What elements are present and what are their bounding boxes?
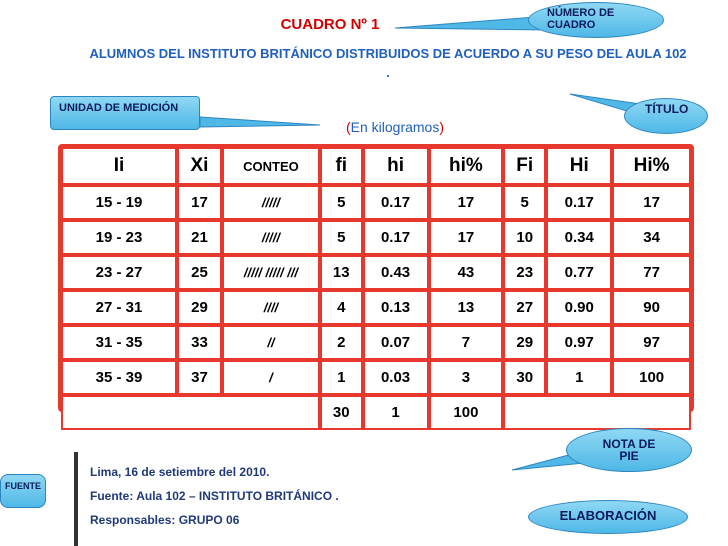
table-number-title: CUADRO Nº 1 xyxy=(280,16,380,33)
cell-interval: 23 - 27 xyxy=(61,255,177,290)
totals-empty-cell-right xyxy=(503,395,691,430)
cell-class-mark: 17 xyxy=(177,185,222,220)
cell-hi-percent: 7 xyxy=(429,325,504,360)
callout-titulo: TÍTULO xyxy=(624,98,708,134)
cell-tally: / xyxy=(222,360,320,395)
cell-hi: 0.17 xyxy=(363,220,429,255)
cell-Hi-percent: 17 xyxy=(612,185,691,220)
cell-Hi-percent: 77 xyxy=(612,255,691,290)
header-hi-percent: hi% xyxy=(429,147,504,185)
header-conteo: CONTEO xyxy=(222,147,320,185)
footer-date: Lima, 16 de setiembre del 2010. xyxy=(90,465,270,479)
cell-Fi: 29 xyxy=(503,325,546,360)
cell-Fi: 27 xyxy=(503,290,546,325)
cell-fi: 1 xyxy=(320,360,363,395)
cell-Hi: 1 xyxy=(546,360,612,395)
cell-hi-percent: 43 xyxy=(429,255,504,290)
cell-fi: 5 xyxy=(320,220,363,255)
table-row xyxy=(61,325,691,360)
header-Fi: Fi xyxy=(503,147,546,185)
cell-Hi-percent: 100 xyxy=(612,360,691,395)
cell-Hi-percent: 90 xyxy=(612,290,691,325)
cell-tally: ///// xyxy=(222,220,320,255)
cell-class-mark: 21 xyxy=(177,220,222,255)
cell-fi: 13 xyxy=(320,255,363,290)
cell-fi: 2 xyxy=(320,325,363,360)
cell-interval: 35 - 39 xyxy=(61,360,177,395)
cell-Hi: 0.97 xyxy=(546,325,612,360)
cell-hi: 0.17 xyxy=(363,185,429,220)
cell-hi: 0.13 xyxy=(363,290,429,325)
table-row xyxy=(61,360,691,395)
callout-numero-cuadro: NÚMERO DE CUADRO xyxy=(528,2,664,38)
cell-hi: 0.43 xyxy=(363,255,429,290)
callout-elaboracion: ELABORACIÓN xyxy=(528,500,688,534)
footer-source: Fuente: Aula 102 – INSTITUTO BRITÁNICO . xyxy=(90,489,339,503)
units-open-paren: ( xyxy=(345,119,351,135)
callout-unidad-medicion: UNIDAD DE MEDICIÓN xyxy=(50,96,200,130)
cell-interval: 19 - 23 xyxy=(61,220,177,255)
cell-Fi: 5 xyxy=(503,185,546,220)
header-hi: hi xyxy=(363,147,429,185)
table-header-row xyxy=(61,147,691,185)
cell-fi: 5 xyxy=(320,185,363,220)
footer-responsible: Responsables: GRUPO 06 xyxy=(90,513,240,527)
header-Hi: Hi xyxy=(546,147,612,185)
table-row xyxy=(61,220,691,255)
cell-tally: ///// xyxy=(222,185,320,220)
cell-hi: 0.03 xyxy=(363,360,429,395)
cell-Hi-percent: 97 xyxy=(612,325,691,360)
table-row xyxy=(61,290,691,325)
cell-Hi-percent: 34 xyxy=(612,220,691,255)
units-close-paren: ) xyxy=(439,119,445,135)
total-fi: 30 xyxy=(320,395,363,430)
cell-class-mark: 33 xyxy=(177,325,222,360)
header-fi: fi xyxy=(320,147,363,185)
callout-fuente: FUENTE xyxy=(0,474,46,508)
header-li: Ii xyxy=(61,147,177,185)
cell-tally: //// xyxy=(222,290,320,325)
cell-interval: 31 - 35 xyxy=(61,325,177,360)
totals-empty-cell xyxy=(61,395,320,430)
cell-tally: ///// ///// /// xyxy=(222,255,320,290)
cell-Fi: 23 xyxy=(503,255,546,290)
cell-class-mark: 25 xyxy=(177,255,222,290)
header-xi: Xi xyxy=(177,147,222,185)
table-row xyxy=(61,255,691,290)
frequency-table xyxy=(58,144,694,421)
table-row xyxy=(61,185,691,220)
cell-hi: 0.07 xyxy=(363,325,429,360)
cell-class-mark: 37 xyxy=(177,360,222,395)
total-hi-percent: 100 xyxy=(429,395,504,430)
cell-Hi: 0.34 xyxy=(546,220,612,255)
cell-hi-percent: 17 xyxy=(429,220,504,255)
cell-Hi: 0.77 xyxy=(546,255,612,290)
cell-hi-percent: 13 xyxy=(429,290,504,325)
footer-divider xyxy=(74,452,78,546)
header-Hi-percent: Hi% xyxy=(612,147,691,185)
cell-Fi: 10 xyxy=(503,220,546,255)
cell-hi-percent: 17 xyxy=(429,185,504,220)
cell-interval: 15 - 19 xyxy=(61,185,177,220)
cell-Hi: 0.17 xyxy=(546,185,612,220)
callout-nota-pie: NOTA DE PIE xyxy=(566,428,692,472)
units-text: En kilogramos xyxy=(350,119,440,135)
total-hi: 1 xyxy=(363,395,429,430)
cell-tally: // xyxy=(222,325,320,360)
cell-Fi: 30 xyxy=(503,360,546,395)
cell-interval: 27 - 31 xyxy=(61,290,177,325)
table-title: ALUMNOS DEL INSTITUTO BRITÁNICO DISTRIBUIDOS DE ACUERDO A SU PESO DEL AULA 102 . xyxy=(89,46,687,80)
cell-class-mark: 29 xyxy=(177,290,222,325)
table-totals-row xyxy=(61,395,691,430)
cell-fi: 4 xyxy=(320,290,363,325)
cell-Hi: 0.90 xyxy=(546,290,612,325)
cell-hi-percent: 3 xyxy=(429,360,504,395)
